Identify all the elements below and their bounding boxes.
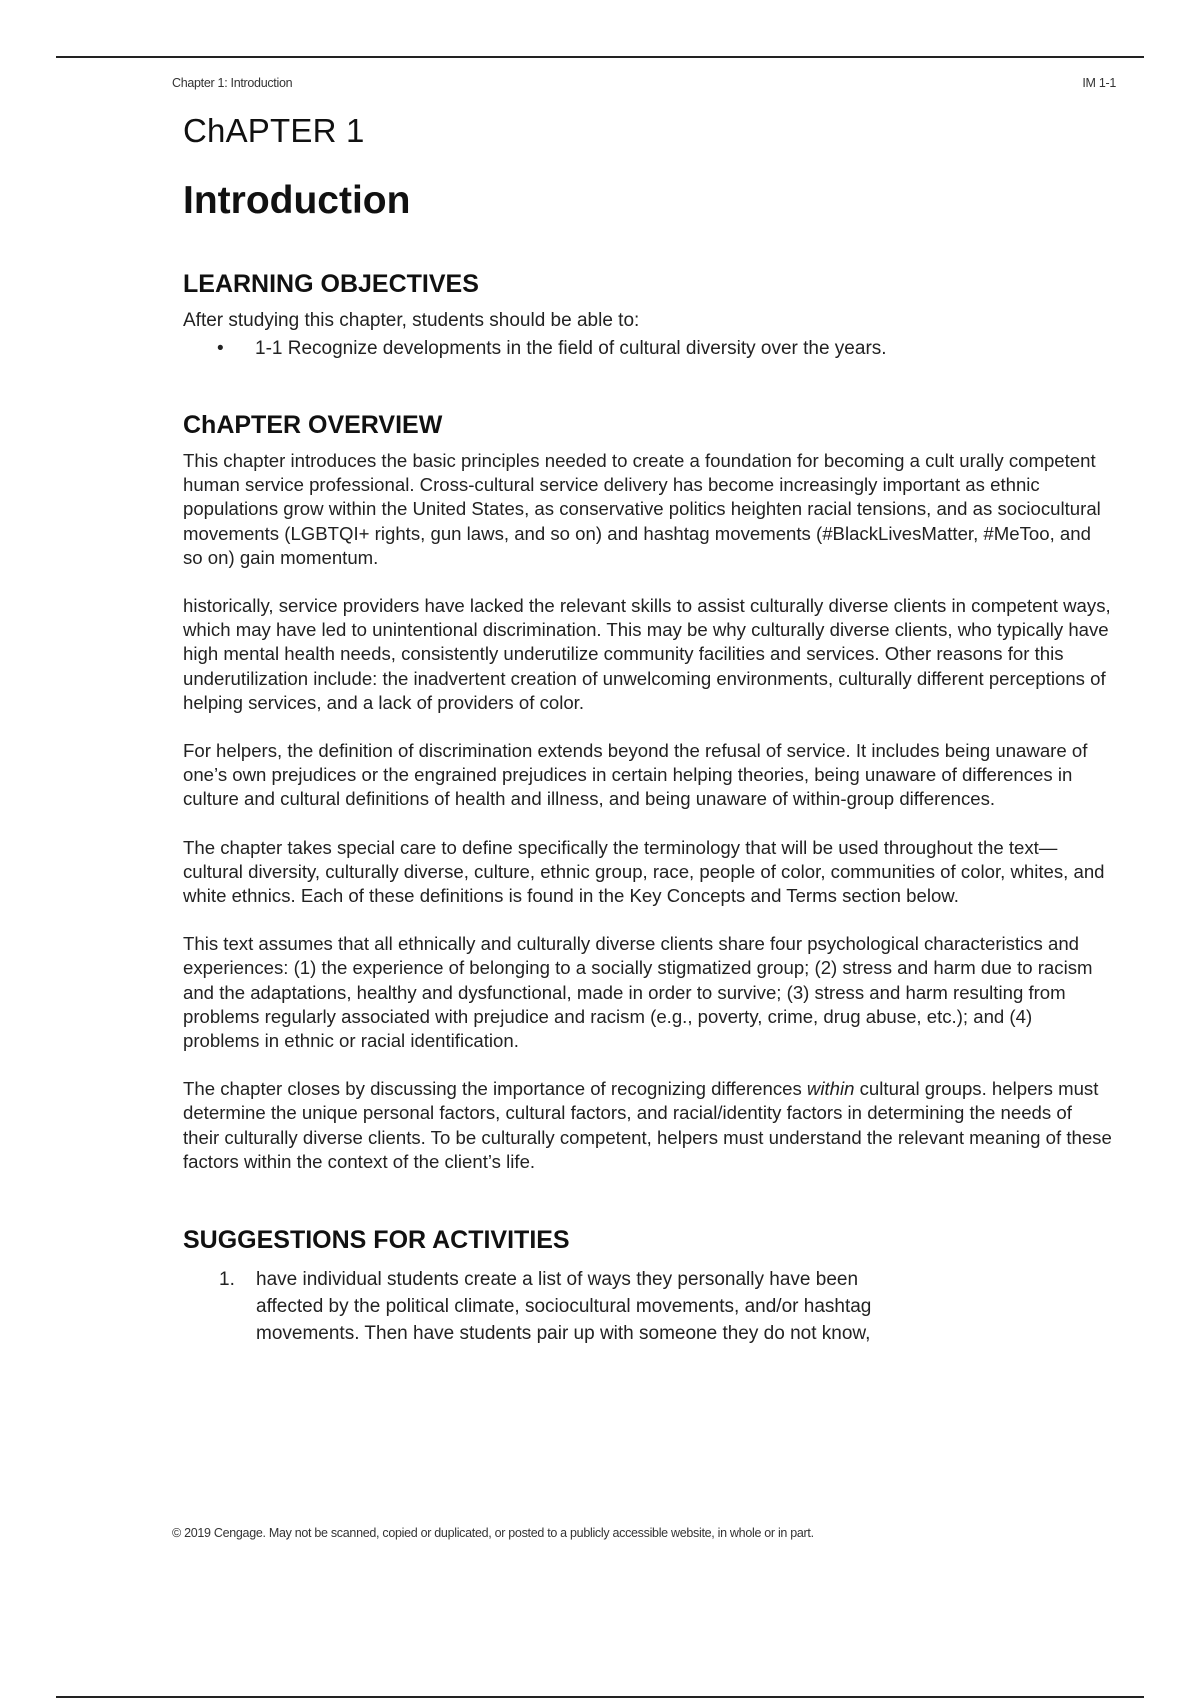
closing-text-end: cultural groups. helpers must determine the unique personal factors, cultural factors, and racial/identity factors in determining the needs of their culturally diverse clients. To be culturally competent, helpers must understand the relevant meaning of these factors within the context of the client’s life. xyxy=(183,1078,1112,1172)
learning-objective-text: 1-1 Recognize developments in the field of cultural diversity over the years. xyxy=(255,338,887,359)
overview-paragraph-5: This text assumes that all ethnically and culturally diverse clients share four psychological characteristics and experiences: (1) the experience of belonging to a socially stigmatized group; (2) stress and harm due to racism and the adaptations, healthy and dysfunctional, made in order to survive; (3) stress and harm resulting from problems regularly associated with prejudice and racism (e.g., poverty, crime, drug abuse, etc.); and (4) problems in ethnic or racial identification. xyxy=(183,933,1093,1052)
activity-text: have individual students create a list of ways they personally have been affected by the political climate, sociocultural movements, and/or hashtag movements. Then have students pair up with someone they do not know, xyxy=(256,1269,872,1345)
chapter-overview-heading: ChAPTER OVERVIEW xyxy=(183,411,443,439)
activity-number: 1. xyxy=(219,1269,235,1291)
bottom-rule xyxy=(56,1696,1144,1698)
running-header-chapter: Chapter 1: Introduction xyxy=(172,76,293,90)
learning-objective-item xyxy=(183,337,1113,361)
overview-paragraph-6 xyxy=(183,1077,1113,1174)
overview-paragraph-2: historically, service providers have lacked the relevant skills to assist culturally diverse clients in competent ways, which may have led to unintentional discrimination. This may be why culturally diverse clients, who typically have high mental health needs, consistently underutilize community facilities and services. Other reasons for this underutilization include: the inadvertent creation of unwelcoming environments, culturally different perceptions of helping services, and a lack of providers of color. xyxy=(183,595,1111,713)
running-header xyxy=(172,76,1116,92)
learning-objectives-list xyxy=(183,337,1113,361)
activities-list xyxy=(183,1266,1113,1347)
closing-emphasis: within xyxy=(806,1078,855,1100)
overview-paragraph-4: The chapter takes special care to define specifically the terminology that will be used throughout the text—cultural diversity, culturally diverse, culture, ethnic group, race, people of color, communities of color, whites, and white ethnics. Each of these definitions is found in the Key Concepts and Terms section below. xyxy=(183,836,1105,907)
overview-paragraph-1: This chapter introduces the basic principles needed to create a foundation for becoming a cult urally competent human service professional. Cross-cultural service delivery has become increasingly important as ethnic populations grow within the United States, as conservative politics heighten racial tensions, and as sociocultural movements (LGBTQI+ rights, gun laws, and so on) and hashtag movements (#BlackLivesMatter, #MeToo, and so on) gain momentum. xyxy=(183,450,1101,568)
suggestions-for-activities-heading: SUGGESTIONS FOR ACTIVITIES xyxy=(183,1226,570,1255)
chapter-label: ChAPTER 1 xyxy=(183,112,365,149)
overview-paragraph-3: For helpers, the definition of discrimination extends beyond the refusal of service. It includes being unaware of one’s own prejudices or the engrained prejudices in certain helping theories, being unaware of differences in culture and cultural definitions of health and illness, and being unaware of within-group differences. xyxy=(183,740,1088,810)
chapter-title: Introduction xyxy=(183,179,411,222)
activity-item xyxy=(183,1266,896,1347)
running-header-page-number: IM 1-1 xyxy=(1082,76,1116,90)
learning-objectives-heading: LEARNING OBJECTIVES xyxy=(183,270,479,298)
learning-objectives-intro: After studying this chapter, students should be able to: xyxy=(183,310,640,331)
bullet-icon: • xyxy=(217,338,224,359)
copyright-footer: © 2019 Cengage. May not be scanned, copied or duplicated, or posted to a publicly accessible website, in whole or in part. xyxy=(172,1526,814,1540)
top-rule xyxy=(56,56,1144,58)
closing-text-start: The chapter closes by discussing the importance of recognizing differences xyxy=(183,1078,807,1100)
document-body xyxy=(183,108,1113,1347)
